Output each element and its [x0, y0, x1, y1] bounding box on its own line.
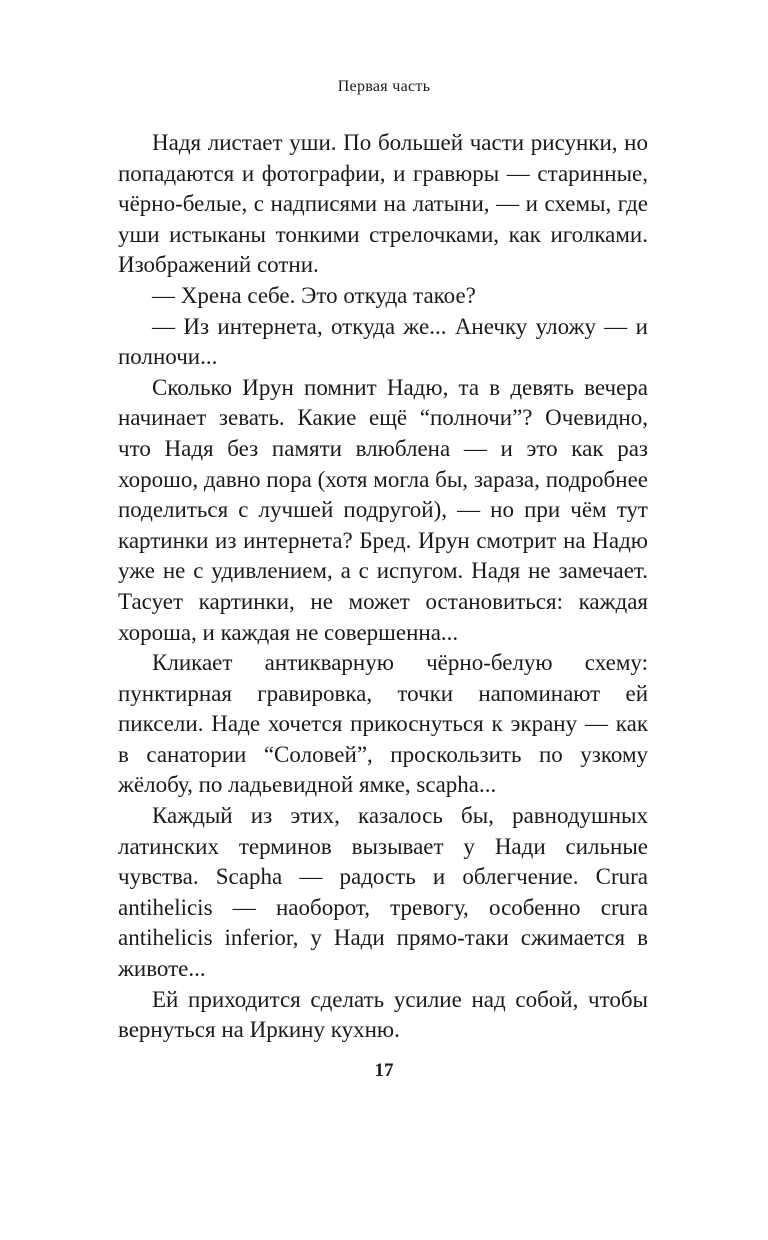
paragraph: Кликает антикварную чёрно-белую схему: пунктирная гравировка, точки напоминают ей пиксели. Наде хочется прикоснуться к экрану — как в санатории “Соловей”, проскользить по узкому жёлобу, по ладьевидной ямке, scapha... [118, 650, 648, 798]
paragraph: Ей приходится сделать усилие над собой, чтобы вернуться на Иркину кухню. [118, 986, 648, 1043]
paragraph: Сколько Ирун помнит Надю, та в девять вечера начинает зевать. Какие ещё “полночи”? Очевидно, что Надя без памяти влюблена — и это как раз хорошо, давно пора (хотя могла бы, зараза, подробнее поделиться с лучшей подругой), — но при чём тут картинки из интернета? Бред. Ирун смотрит на Надю уже не с удивлением, а с испугом. Надя не замечает. Тасует картинки, не может остановиться: каждая хороша, и каждая не совершенна... [118, 374, 648, 645]
body-text [118, 128, 648, 1046]
paragraph: — Хрена себе. Это откуда такое? [152, 282, 476, 308]
running-head: Первая часть [337, 78, 431, 95]
paragraph: Надя листает уши. По большей части рисунки, но попадаются и фотографии, и гравюры — старинные, чёрно-белые, с надписями на латыни, — и схемы, где уши истыканы тонкими стрелочками, как иголками. Изображений сотни. [118, 130, 648, 278]
page-number: 17 [374, 1060, 394, 1081]
paragraph: — Из интернета, откуда же... Анечку уложу — и полночи... [118, 313, 648, 370]
paragraph: Каждый из этих, казалось бы, равнодушных латинских терминов вызывает у Нади сильные чувства. Scapha — радость и облегчение. Crura antihelicis — наоборот, тревогу, особенно crura antihelicis inferior, у Нади прямо-таки сжимается в животе... [118, 803, 648, 982]
